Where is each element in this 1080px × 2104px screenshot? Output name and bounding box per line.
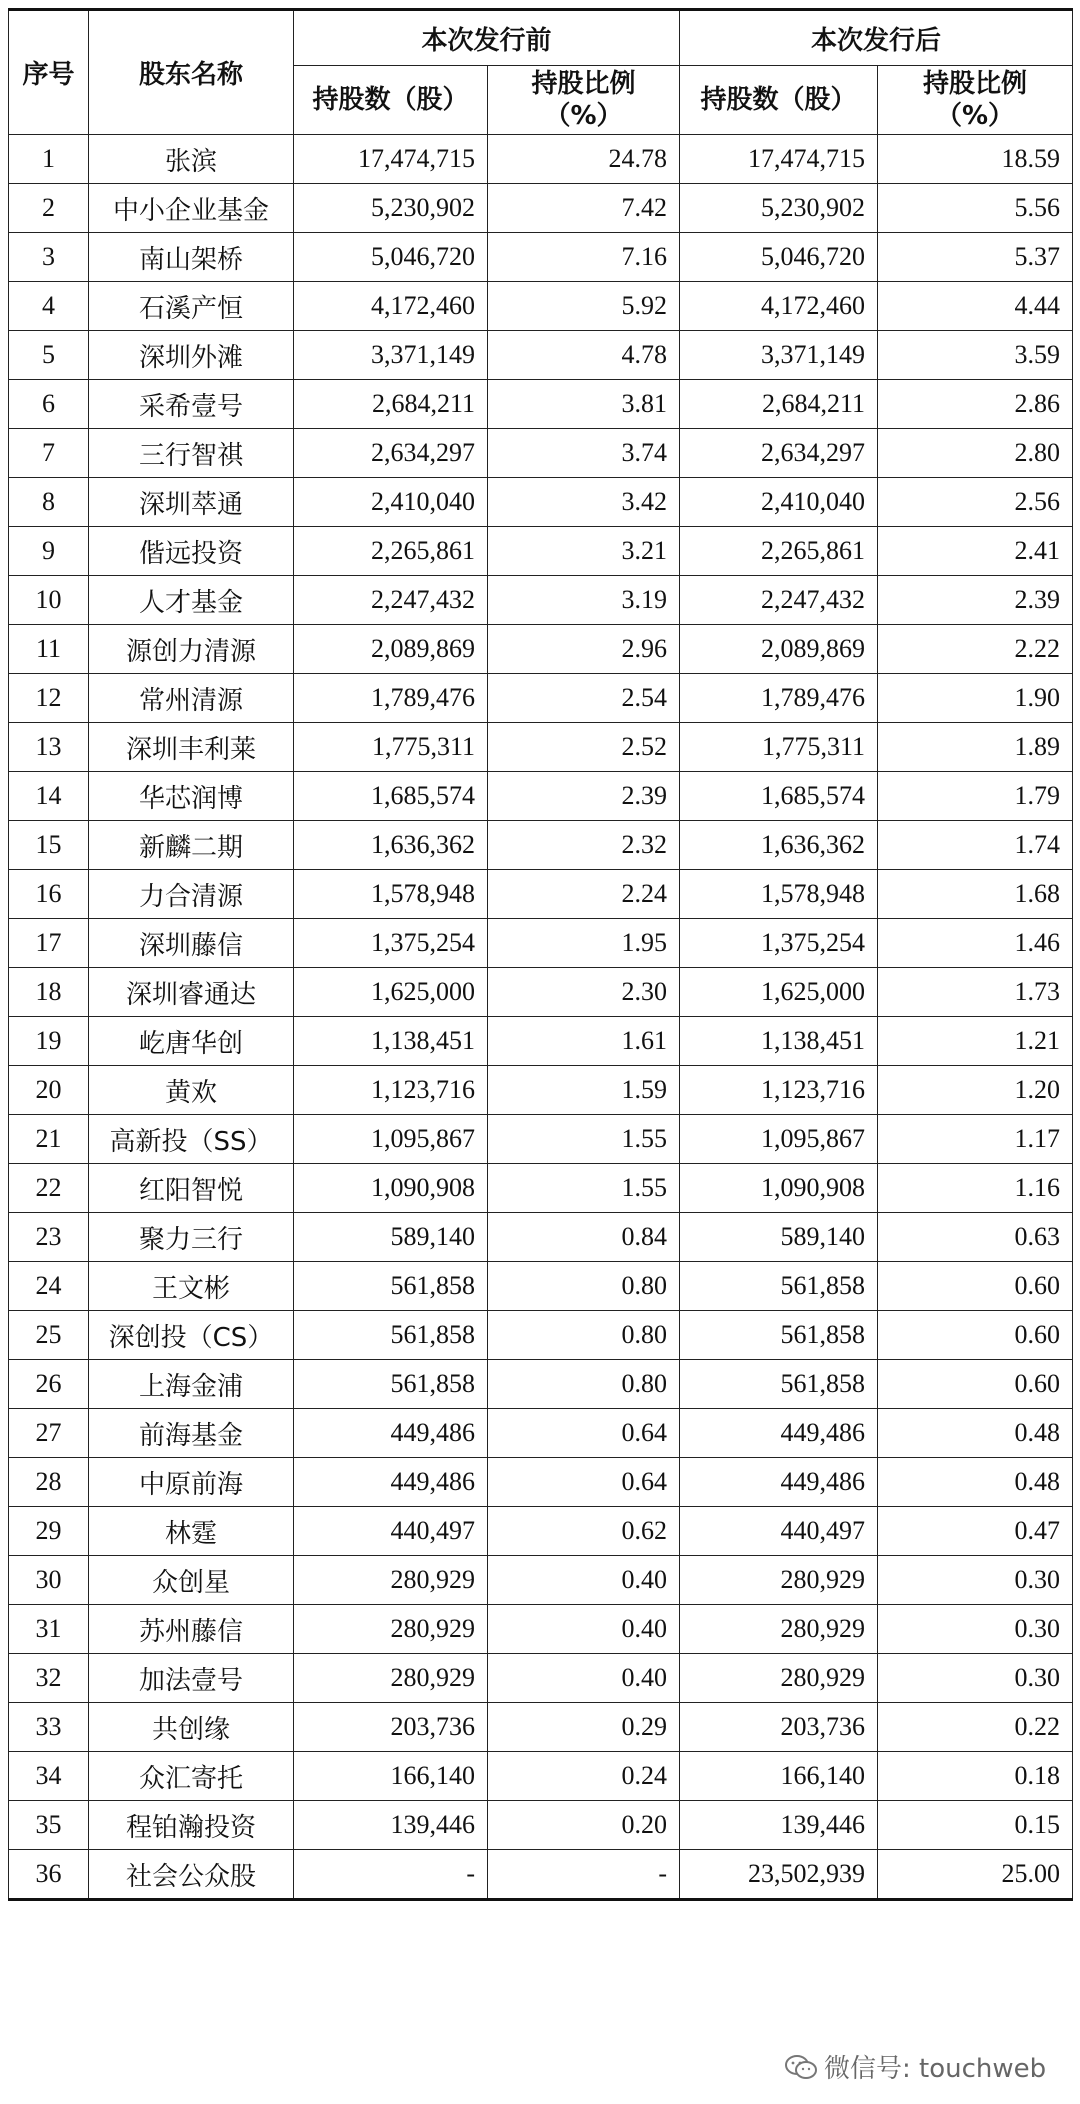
cell-shareholder-name: 社会公众股	[89, 1850, 294, 1900]
cell-seq: 8	[9, 478, 89, 527]
table-row	[9, 674, 1073, 723]
cell-shares-after: 561,858	[680, 1360, 878, 1409]
cell-shares-before: 280,929	[294, 1654, 488, 1703]
cell-pct-after: 2.22	[878, 625, 1073, 674]
cell-pct-after: 0.15	[878, 1801, 1073, 1850]
cell-shares-after: 440,497	[680, 1507, 878, 1556]
cell-seq: 21	[9, 1115, 89, 1164]
cell-shares-before: 4,172,460	[294, 282, 488, 331]
cell-pct-after: 25.00	[878, 1850, 1073, 1900]
cell-pct-after: 1.46	[878, 919, 1073, 968]
cell-shareholder-name: 常州清源	[89, 674, 294, 723]
cell-seq: 16	[9, 870, 89, 919]
cell-pct-after: 2.56	[878, 478, 1073, 527]
cell-pct-after: 0.30	[878, 1556, 1073, 1605]
cell-pct-before: 0.80	[488, 1360, 680, 1409]
cell-shareholder-name: 王文彬	[89, 1262, 294, 1311]
cell-shares-before: 5,230,902	[294, 184, 488, 233]
cell-pct-before: 3.42	[488, 478, 680, 527]
cell-shares-before: 1,138,451	[294, 1017, 488, 1066]
table-row	[9, 1164, 1073, 1213]
cell-shares-before: 449,486	[294, 1458, 488, 1507]
cell-shares-before: 5,046,720	[294, 233, 488, 282]
cell-seq: 18	[9, 968, 89, 1017]
table-row	[9, 1262, 1073, 1311]
table-row	[9, 576, 1073, 625]
table-row	[9, 527, 1073, 576]
cell-shareholder-name: 华芯润博	[89, 772, 294, 821]
cell-shares-before: 449,486	[294, 1409, 488, 1458]
cell-shareholder-name: 深圳睿通达	[89, 968, 294, 1017]
cell-shares-before: 1,375,254	[294, 919, 488, 968]
cell-seq: 27	[9, 1409, 89, 1458]
cell-pct-after: 0.47	[878, 1507, 1073, 1556]
cell-pct-after: 2.39	[878, 576, 1073, 625]
cell-pct-before: 4.78	[488, 331, 680, 380]
table-row	[9, 919, 1073, 968]
cell-shares-before: 561,858	[294, 1360, 488, 1409]
cell-shares-before: 2,634,297	[294, 429, 488, 478]
shareholder-table-container	[8, 8, 1072, 1901]
cell-pct-after: 1.21	[878, 1017, 1073, 1066]
cell-shares-before: 561,858	[294, 1311, 488, 1360]
cell-shares-before: 2,265,861	[294, 527, 488, 576]
cell-pct-after: 0.48	[878, 1458, 1073, 1507]
cell-pct-after: 0.48	[878, 1409, 1073, 1458]
cell-shareholder-name: 力合清源	[89, 870, 294, 919]
cell-shares-after: 23,502,939	[680, 1850, 878, 1900]
header-seq: 序号	[9, 10, 89, 135]
cell-pct-before: 1.59	[488, 1066, 680, 1115]
cell-shares-before: 2,684,211	[294, 380, 488, 429]
header-before-issue: 本次发行前	[294, 10, 680, 66]
cell-shares-after: 2,089,869	[680, 625, 878, 674]
table-row	[9, 625, 1073, 674]
header-ratio-unit: （%）	[935, 101, 1015, 131]
cell-pct-before: 3.21	[488, 527, 680, 576]
cell-shareholder-name: 深圳藤信	[89, 919, 294, 968]
watermark-text: 微信号: touchweb	[824, 2054, 1047, 2084]
cell-pct-before: 3.81	[488, 380, 680, 429]
cell-shares-before: 2,247,432	[294, 576, 488, 625]
cell-seq: 6	[9, 380, 89, 429]
cell-shareholder-name: 深圳丰利莱	[89, 723, 294, 772]
table-row	[9, 1066, 1073, 1115]
cell-pct-before: 0.40	[488, 1605, 680, 1654]
cell-pct-after: 0.30	[878, 1605, 1073, 1654]
cell-shares-after: 203,736	[680, 1703, 878, 1752]
cell-shares-before: 17,474,715	[294, 135, 488, 184]
cell-pct-before: 2.32	[488, 821, 680, 870]
cell-pct-before: 0.64	[488, 1458, 680, 1507]
cell-shares-after: 1,775,311	[680, 723, 878, 772]
cell-pct-before: 3.74	[488, 429, 680, 478]
cell-shareholder-name: 人才基金	[89, 576, 294, 625]
cell-pct-after: 3.59	[878, 331, 1073, 380]
cell-shareholder-name: 中小企业基金	[89, 184, 294, 233]
cell-seq: 20	[9, 1066, 89, 1115]
table-row	[9, 1213, 1073, 1262]
cell-shares-after: 1,789,476	[680, 674, 878, 723]
table-row	[9, 478, 1073, 527]
cell-pct-before: 0.84	[488, 1213, 680, 1262]
cell-shareholder-name: 高新投（SS）	[89, 1115, 294, 1164]
cell-shares-before: 440,497	[294, 1507, 488, 1556]
cell-shareholder-name: 林霆	[89, 1507, 294, 1556]
cell-shares-after: 17,474,715	[680, 135, 878, 184]
cell-shareholder-name: 众汇寄托	[89, 1752, 294, 1801]
cell-pct-before: 5.92	[488, 282, 680, 331]
cell-shares-before: 1,685,574	[294, 772, 488, 821]
cell-seq: 33	[9, 1703, 89, 1752]
header-shares-after: 持股数（股）	[680, 66, 878, 135]
cell-shareholder-name: 加法壹号	[89, 1654, 294, 1703]
cell-pct-after: 0.18	[878, 1752, 1073, 1801]
cell-shares-before: 1,095,867	[294, 1115, 488, 1164]
cell-seq: 30	[9, 1556, 89, 1605]
cell-seq: 4	[9, 282, 89, 331]
cell-pct-before: 0.29	[488, 1703, 680, 1752]
cell-shareholder-name: 深圳萃通	[89, 478, 294, 527]
cell-shares-before: 1,123,716	[294, 1066, 488, 1115]
cell-shares-before: 561,858	[294, 1262, 488, 1311]
cell-seq: 13	[9, 723, 89, 772]
table-row	[9, 1360, 1073, 1409]
cell-pct-before: 2.39	[488, 772, 680, 821]
cell-shareholder-name: 偕远投资	[89, 527, 294, 576]
cell-pct-before: 24.78	[488, 135, 680, 184]
table-row	[9, 282, 1073, 331]
wechat-icon	[784, 2054, 818, 2080]
cell-shares-after: 280,929	[680, 1605, 878, 1654]
cell-shareholder-name: 南山架桥	[89, 233, 294, 282]
cell-shares-after: 1,090,908	[680, 1164, 878, 1213]
cell-pct-after: 1.20	[878, 1066, 1073, 1115]
cell-pct-before: 1.61	[488, 1017, 680, 1066]
cell-pct-before: 2.54	[488, 674, 680, 723]
cell-seq: 36	[9, 1850, 89, 1900]
cell-shares-after: 449,486	[680, 1458, 878, 1507]
cell-pct-after: 1.17	[878, 1115, 1073, 1164]
cell-pct-after: 1.74	[878, 821, 1073, 870]
cell-pct-before: 0.40	[488, 1556, 680, 1605]
cell-pct-after: 5.37	[878, 233, 1073, 282]
cell-pct-before: 1.95	[488, 919, 680, 968]
cell-seq: 5	[9, 331, 89, 380]
cell-pct-after: 1.89	[878, 723, 1073, 772]
cell-pct-before: 0.24	[488, 1752, 680, 1801]
cell-shareholder-name: 聚力三行	[89, 1213, 294, 1262]
cell-shares-before: 139,446	[294, 1801, 488, 1850]
cell-shares-after: 1,578,948	[680, 870, 878, 919]
cell-shareholder-name: 前海基金	[89, 1409, 294, 1458]
table-row	[9, 1458, 1073, 1507]
table-row	[9, 1801, 1073, 1850]
cell-pct-before: 0.20	[488, 1801, 680, 1850]
cell-shares-after: 5,046,720	[680, 233, 878, 282]
cell-shares-before: 1,789,476	[294, 674, 488, 723]
cell-shares-after: 4,172,460	[680, 282, 878, 331]
header-name: 股东名称	[89, 10, 294, 135]
cell-pct-before: 3.19	[488, 576, 680, 625]
cell-shares-before: -	[294, 1850, 488, 1900]
cell-shares-before: 2,089,869	[294, 625, 488, 674]
cell-seq: 32	[9, 1654, 89, 1703]
header-ratio-after	[878, 66, 1073, 135]
cell-shareholder-name: 屹唐华创	[89, 1017, 294, 1066]
cell-shareholder-name: 众创星	[89, 1556, 294, 1605]
cell-shareholder-name: 石溪产恒	[89, 282, 294, 331]
table-row	[9, 968, 1073, 1017]
header-shares-before: 持股数（股）	[294, 66, 488, 135]
cell-pct-after: 2.80	[878, 429, 1073, 478]
cell-shareholder-name: 深圳外滩	[89, 331, 294, 380]
cell-seq: 23	[9, 1213, 89, 1262]
cell-shares-before: 1,636,362	[294, 821, 488, 870]
cell-seq: 1	[9, 135, 89, 184]
cell-seq: 25	[9, 1311, 89, 1360]
cell-seq: 19	[9, 1017, 89, 1066]
cell-pct-before: 2.52	[488, 723, 680, 772]
table-row	[9, 429, 1073, 478]
cell-shareholder-name: 采希壹号	[89, 380, 294, 429]
cell-shareholder-name: 程铂瀚投资	[89, 1801, 294, 1850]
cell-seq: 22	[9, 1164, 89, 1213]
table-row	[9, 723, 1073, 772]
table-row	[9, 1017, 1073, 1066]
cell-shares-after: 1,625,000	[680, 968, 878, 1017]
cell-shares-after: 5,230,902	[680, 184, 878, 233]
table-row	[9, 331, 1073, 380]
cell-pct-after: 1.73	[878, 968, 1073, 1017]
cell-shares-before: 1,625,000	[294, 968, 488, 1017]
cell-shareholder-name: 黄欢	[89, 1066, 294, 1115]
cell-shares-after: 1,375,254	[680, 919, 878, 968]
table-row	[9, 1703, 1073, 1752]
cell-pct-before: 7.42	[488, 184, 680, 233]
cell-shares-before: 1,578,948	[294, 870, 488, 919]
cell-pct-before: 0.80	[488, 1262, 680, 1311]
cell-shares-after: 280,929	[680, 1556, 878, 1605]
cell-pct-after: 0.63	[878, 1213, 1073, 1262]
cell-seq: 9	[9, 527, 89, 576]
cell-shareholder-name: 深创投（CS）	[89, 1311, 294, 1360]
cell-shareholder-name: 源创力清源	[89, 625, 294, 674]
table-row	[9, 184, 1073, 233]
cell-seq: 7	[9, 429, 89, 478]
cell-pct-after: 0.60	[878, 1360, 1073, 1409]
cell-seq: 26	[9, 1360, 89, 1409]
cell-shareholder-name: 张滨	[89, 135, 294, 184]
table-row	[9, 1752, 1073, 1801]
cell-seq: 17	[9, 919, 89, 968]
cell-shares-before: 1,775,311	[294, 723, 488, 772]
cell-shareholder-name: 苏州藤信	[89, 1605, 294, 1654]
cell-shareholder-name: 上海金浦	[89, 1360, 294, 1409]
header-ratio-label: 持股比例	[531, 69, 636, 99]
cell-shares-after: 166,140	[680, 1752, 878, 1801]
cell-shares-after: 2,265,861	[680, 527, 878, 576]
cell-seq: 24	[9, 1262, 89, 1311]
cell-shares-after: 2,634,297	[680, 429, 878, 478]
cell-shares-after: 3,371,149	[680, 331, 878, 380]
cell-shares-before: 203,736	[294, 1703, 488, 1752]
cell-pct-before: 0.40	[488, 1654, 680, 1703]
cell-pct-after: 5.56	[878, 184, 1073, 233]
cell-shares-before: 3,371,149	[294, 331, 488, 380]
cell-shares-after: 1,685,574	[680, 772, 878, 821]
cell-pct-after: 4.44	[878, 282, 1073, 331]
cell-pct-after: 1.79	[878, 772, 1073, 821]
header-after-issue: 本次发行后	[680, 10, 1073, 66]
table-row	[9, 1311, 1073, 1360]
cell-pct-before: 2.96	[488, 625, 680, 674]
cell-shares-before: 2,410,040	[294, 478, 488, 527]
cell-shares-before: 280,929	[294, 1605, 488, 1654]
table-row	[9, 1850, 1073, 1900]
cell-shares-after: 561,858	[680, 1262, 878, 1311]
cell-pct-before: 1.55	[488, 1115, 680, 1164]
header-ratio-label: 持股比例	[923, 69, 1028, 99]
table-body	[9, 135, 1073, 1900]
cell-seq: 2	[9, 184, 89, 233]
cell-pct-after: 1.68	[878, 870, 1073, 919]
cell-pct-before: 2.30	[488, 968, 680, 1017]
wechat-watermark	[784, 2048, 1046, 2085]
table-row	[9, 1409, 1073, 1458]
cell-seq: 14	[9, 772, 89, 821]
cell-pct-before: 0.62	[488, 1507, 680, 1556]
cell-pct-after: 0.60	[878, 1262, 1073, 1311]
cell-seq: 28	[9, 1458, 89, 1507]
cell-seq: 11	[9, 625, 89, 674]
cell-pct-after: 2.86	[878, 380, 1073, 429]
cell-shares-before: 280,929	[294, 1556, 488, 1605]
cell-seq: 34	[9, 1752, 89, 1801]
header-ratio-unit: （%）	[544, 101, 623, 131]
table-row	[9, 380, 1073, 429]
cell-pct-before: 7.16	[488, 233, 680, 282]
cell-pct-after: 0.22	[878, 1703, 1073, 1752]
cell-shares-after: 449,486	[680, 1409, 878, 1458]
table-row	[9, 135, 1073, 184]
table-row	[9, 1556, 1073, 1605]
cell-pct-after: 1.16	[878, 1164, 1073, 1213]
cell-seq: 29	[9, 1507, 89, 1556]
cell-shares-after: 1,095,867	[680, 1115, 878, 1164]
cell-shareholder-name: 共创缘	[89, 1703, 294, 1752]
cell-pct-after: 1.90	[878, 674, 1073, 723]
cell-pct-after: 0.30	[878, 1654, 1073, 1703]
table-row	[9, 1507, 1073, 1556]
cell-pct-before: 0.80	[488, 1311, 680, 1360]
cell-pct-after: 18.59	[878, 135, 1073, 184]
cell-pct-after: 0.60	[878, 1311, 1073, 1360]
table-header	[9, 10, 1073, 135]
cell-shares-before: 1,090,908	[294, 1164, 488, 1213]
table-row	[9, 870, 1073, 919]
shareholder-table	[8, 8, 1073, 1901]
table-row	[9, 1605, 1073, 1654]
cell-shareholder-name: 红阳智悦	[89, 1164, 294, 1213]
table-row	[9, 1115, 1073, 1164]
cell-shares-before: 589,140	[294, 1213, 488, 1262]
cell-shares-after: 589,140	[680, 1213, 878, 1262]
cell-seq: 31	[9, 1605, 89, 1654]
cell-shares-before: 166,140	[294, 1752, 488, 1801]
cell-seq: 12	[9, 674, 89, 723]
cell-pct-before: -	[488, 1850, 680, 1900]
cell-shares-after: 561,858	[680, 1311, 878, 1360]
cell-seq: 10	[9, 576, 89, 625]
cell-shares-after: 1,636,362	[680, 821, 878, 870]
table-row	[9, 772, 1073, 821]
cell-shares-after: 2,684,211	[680, 380, 878, 429]
cell-seq: 15	[9, 821, 89, 870]
cell-shares-after: 280,929	[680, 1654, 878, 1703]
header-ratio-before	[488, 66, 680, 135]
cell-shares-after: 1,138,451	[680, 1017, 878, 1066]
cell-shareholder-name: 中原前海	[89, 1458, 294, 1507]
cell-shares-after: 2,410,040	[680, 478, 878, 527]
cell-shares-after: 139,446	[680, 1801, 878, 1850]
cell-shares-after: 1,123,716	[680, 1066, 878, 1115]
table-row	[9, 1654, 1073, 1703]
cell-pct-before: 0.64	[488, 1409, 680, 1458]
cell-shareholder-name: 三行智祺	[89, 429, 294, 478]
cell-seq: 35	[9, 1801, 89, 1850]
cell-pct-before: 1.55	[488, 1164, 680, 1213]
cell-pct-after: 2.41	[878, 527, 1073, 576]
table-row	[9, 821, 1073, 870]
cell-shares-after: 2,247,432	[680, 576, 878, 625]
cell-pct-before: 2.24	[488, 870, 680, 919]
cell-seq: 3	[9, 233, 89, 282]
table-row	[9, 233, 1073, 282]
cell-shareholder-name: 新麟二期	[89, 821, 294, 870]
